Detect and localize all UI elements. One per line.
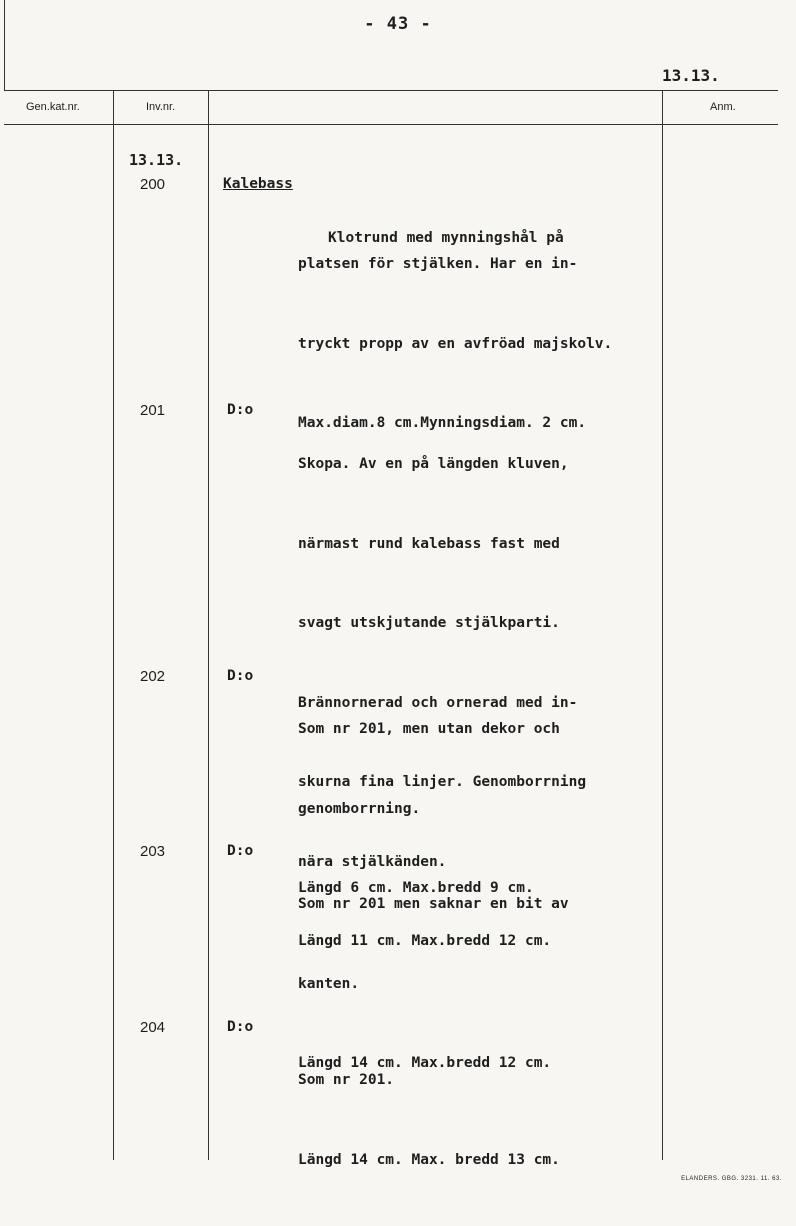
description-line: skurna fina linjer. Genomborrning	[298, 774, 587, 790]
column-header-gen-kat: Gen.kat.nr.	[26, 101, 80, 113]
description-line: Som nr 201, men utan dekor och	[298, 721, 560, 737]
description-line: Brännornerad och ornerad med in-	[298, 694, 578, 711]
description-line: svagt utskjutande stjälkparti.	[298, 615, 560, 631]
inventory-number: 204	[140, 1019, 166, 1036]
description-line: Max.diam.8 cm.Mynningsdiam. 2 cm.	[298, 415, 587, 431]
column-header-anm: Anm.	[710, 101, 736, 113]
description-line: Längd 11 cm. Max.bredd 12 cm.	[298, 933, 552, 949]
description-line: genomborrning.	[298, 800, 421, 817]
entry-label: D:o	[227, 1019, 254, 1035]
description-line: Längd 14 cm. Max.bredd 12 cm.	[298, 1055, 552, 1071]
page-number: - 43 -	[364, 14, 432, 34]
section-id: 13.13.	[662, 66, 720, 85]
left-margin-rule	[4, 0, 5, 90]
description-line: platsen för stjälken. Har en in-	[298, 256, 578, 272]
entry-description	[298, 1014, 560, 1226]
entry-label: Kalebass	[223, 176, 293, 192]
description-line: Längd 14 cm. Max. bredd 13 cm.	[298, 1151, 560, 1168]
column-header-inv: Inv.nr.	[146, 101, 176, 113]
description-line: nära stjälkänden.	[298, 853, 447, 870]
description-line: Skopa. Av en på längden kluven,	[298, 456, 569, 472]
description-line: Som nr 201.	[298, 1072, 395, 1088]
entry-label: D:o	[227, 843, 254, 859]
printer-mark: ELANDERS. GBG. 3231. 11. 63.	[681, 1176, 782, 1182]
column-divider-1	[113, 90, 114, 1160]
column-divider-2	[208, 90, 209, 1160]
entry-label: D:o	[227, 668, 254, 684]
inventory-number: 200	[140, 176, 166, 193]
description-line: Klotrund med mynningshål på	[328, 230, 564, 246]
description-line: Som nr 201 men saknar en bit av	[298, 896, 569, 912]
inventory-number: 201	[140, 402, 166, 419]
inventory-number: 203	[140, 843, 166, 860]
description-line: närmast rund kalebass fast med	[298, 535, 560, 552]
description-line: Längd 6 cm. Max.bredd 9 cm.	[298, 880, 534, 896]
description-line: kanten.	[298, 975, 360, 992]
column-divider-3	[662, 90, 663, 1160]
group-header: 13.13.	[129, 151, 184, 169]
inventory-number: 202	[140, 668, 166, 685]
entry-label: D:o	[227, 402, 254, 418]
description-line: tryckt propp av en avfröad majskolv.	[298, 335, 613, 352]
